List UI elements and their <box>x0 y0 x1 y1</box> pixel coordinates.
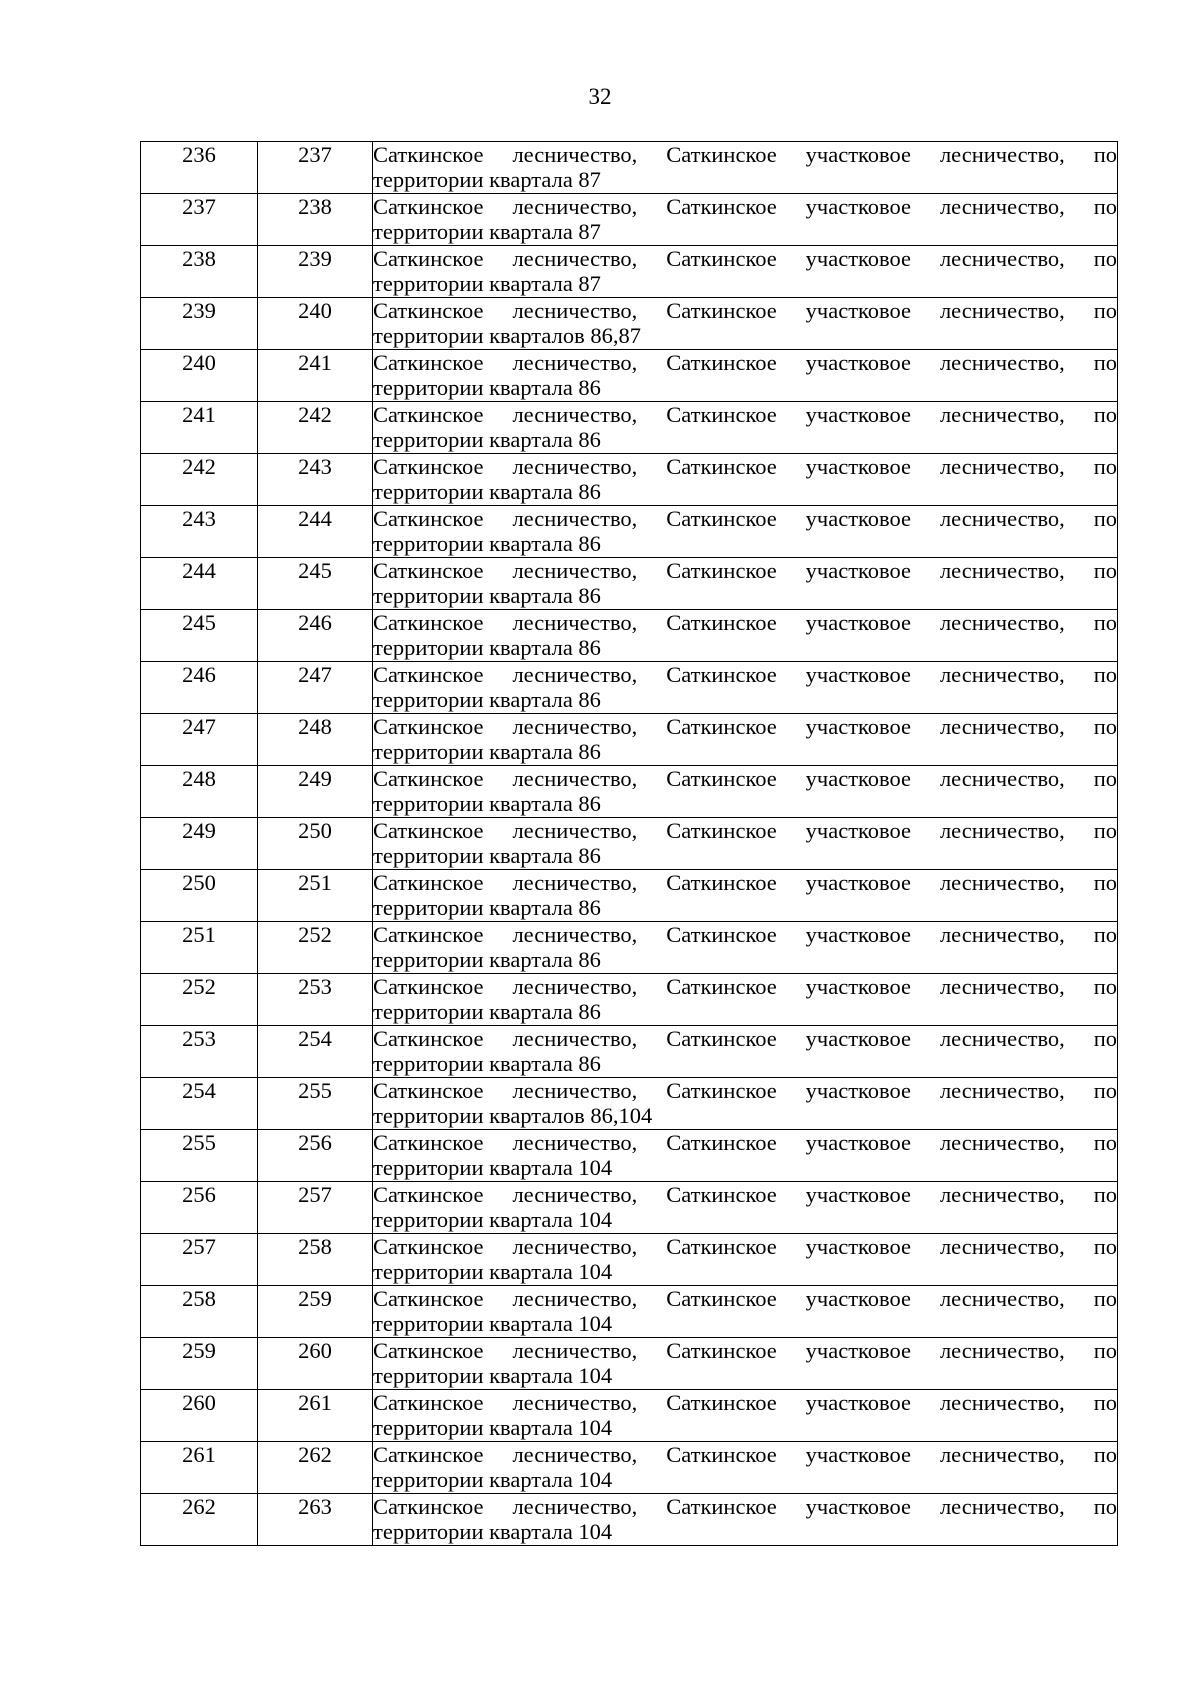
table-row <box>141 402 1118 454</box>
description-line-2: территории кварталов 86,87 <box>373 323 641 348</box>
description-line-2: территории квартала 86 <box>373 635 601 660</box>
point-to-cell: 263 <box>258 1494 373 1546</box>
point-to-cell: 260 <box>258 1338 373 1390</box>
description-line-2: территории квартала 86 <box>373 739 601 764</box>
table-row <box>141 194 1118 246</box>
description-line-2: территории квартала 86 <box>373 531 601 556</box>
table-row <box>141 1130 1118 1182</box>
description-line-1: Саткинское лесничество, Саткинское участковое лесничество, по <box>373 922 1117 947</box>
table-row <box>141 818 1118 870</box>
table-row <box>141 1286 1118 1338</box>
description-cell <box>373 298 1118 350</box>
description-cell <box>373 558 1118 610</box>
point-from-cell: 250 <box>141 870 258 922</box>
description-line-2: территории квартала 86 <box>373 947 601 972</box>
description-line-1: Саткинское лесничество, Саткинское участковое лесничество, по <box>373 142 1117 167</box>
description-line-1: Саткинское лесничество, Саткинское участковое лесничество, по <box>373 1494 1117 1519</box>
description-line-2: территории квартала 86 <box>373 843 601 868</box>
description-cell <box>373 1494 1118 1546</box>
page-number: 32 <box>588 84 612 109</box>
table-row <box>141 1078 1118 1130</box>
description-line-1: Саткинское лесничество, Саткинское участковое лесничество, по <box>373 454 1117 479</box>
description-cell <box>373 1234 1118 1286</box>
point-from-cell: 255 <box>141 1130 258 1182</box>
description-cell <box>373 142 1118 194</box>
description-cell <box>373 1286 1118 1338</box>
point-from-cell: 256 <box>141 1182 258 1234</box>
description-cell <box>373 870 1118 922</box>
description-cell <box>373 1130 1118 1182</box>
description-line-1: Саткинское лесничество, Саткинское участковое лесничество, по <box>373 246 1117 271</box>
table-row <box>141 1494 1118 1546</box>
table-row <box>141 662 1118 714</box>
description-cell <box>373 1026 1118 1078</box>
description-line-2: территории квартала 104 <box>373 1155 613 1180</box>
point-to-cell: 238 <box>258 194 373 246</box>
description-line-2: территории квартала 86 <box>373 583 601 608</box>
description-line-2: территории кварталов 86,104 <box>373 1103 653 1128</box>
description-line-1: Саткинское лесничество, Саткинское участковое лесничество, по <box>373 402 1117 427</box>
point-from-cell: 243 <box>141 506 258 558</box>
description-line-2: территории квартала 87 <box>373 271 601 296</box>
point-to-cell: 242 <box>258 402 373 454</box>
point-from-cell: 257 <box>141 1234 258 1286</box>
description-line-2: территории квартала 86 <box>373 895 601 920</box>
table-row <box>141 558 1118 610</box>
description-line-1: Саткинское лесничество, Саткинское участковое лесничество, по <box>373 1390 1117 1415</box>
description-cell <box>373 1390 1118 1442</box>
point-to-cell: 261 <box>258 1390 373 1442</box>
description-cell <box>373 662 1118 714</box>
table-row <box>141 1442 1118 1494</box>
description-line-2: территории квартала 86 <box>373 479 601 504</box>
table-row <box>141 1234 1118 1286</box>
description-line-2: территории квартала 104 <box>373 1415 613 1440</box>
table-row <box>141 142 1118 194</box>
description-line-1: Саткинское лесничество, Саткинское участковое лесничество, по <box>373 506 1117 531</box>
description-line-1: Саткинское лесничество, Саткинское участковое лесничество, по <box>373 194 1117 219</box>
description-line-1: Саткинское лесничество, Саткинское участковое лесничество, по <box>373 1442 1117 1467</box>
table-row <box>141 246 1118 298</box>
description-line-1: Саткинское лесничество, Саткинское участковое лесничество, по <box>373 662 1117 687</box>
description-cell <box>373 1338 1118 1390</box>
point-from-cell: 260 <box>141 1390 258 1442</box>
point-to-cell: 245 <box>258 558 373 610</box>
description-line-1: Саткинское лесничество, Саткинское участковое лесничество, по <box>373 1182 1117 1207</box>
description-cell <box>373 402 1118 454</box>
description-line-2: территории квартала 104 <box>373 1363 613 1388</box>
point-from-cell: 259 <box>141 1338 258 1390</box>
point-from-cell: 238 <box>141 246 258 298</box>
description-line-1: Саткинское лесничество, Саткинское участковое лесничество, по <box>373 766 1117 791</box>
point-from-cell: 239 <box>141 298 258 350</box>
description-line-1: Саткинское лесничество, Саткинское участковое лесничество, по <box>373 1338 1117 1363</box>
point-from-cell: 246 <box>141 662 258 714</box>
table-row <box>141 922 1118 974</box>
table-row <box>141 1338 1118 1390</box>
point-to-cell: 258 <box>258 1234 373 1286</box>
description-line-1: Саткинское лесничество, Саткинское участковое лесничество, по <box>373 350 1117 375</box>
point-to-cell: 252 <box>258 922 373 974</box>
table-row <box>141 298 1118 350</box>
description-line-1: Саткинское лесничество, Саткинское участковое лесничество, по <box>373 1130 1117 1155</box>
point-from-cell: 244 <box>141 558 258 610</box>
point-from-cell: 237 <box>141 194 258 246</box>
point-from-cell: 242 <box>141 454 258 506</box>
description-line-2: территории квартала 87 <box>373 167 601 192</box>
point-to-cell: 239 <box>258 246 373 298</box>
description-cell <box>373 922 1118 974</box>
description-cell <box>373 610 1118 662</box>
point-from-cell: 240 <box>141 350 258 402</box>
description-line-1: Саткинское лесничество, Саткинское участковое лесничество, по <box>373 558 1117 583</box>
description-cell <box>373 194 1118 246</box>
table-row <box>141 506 1118 558</box>
point-to-cell: 237 <box>258 142 373 194</box>
description-cell <box>373 1182 1118 1234</box>
point-to-cell: 262 <box>258 1442 373 1494</box>
description-line-1: Саткинское лесничество, Саткинское участковое лесничество, по <box>373 1026 1117 1051</box>
point-to-cell: 254 <box>258 1026 373 1078</box>
description-cell <box>373 766 1118 818</box>
description-line-1: Саткинское лесничество, Саткинское участковое лесничество, по <box>373 818 1117 843</box>
point-to-cell: 240 <box>258 298 373 350</box>
description-line-2: территории квартала 86 <box>373 687 601 712</box>
description-line-1: Саткинское лесничество, Саткинское участковое лесничество, по <box>373 974 1117 999</box>
point-to-cell: 251 <box>258 870 373 922</box>
point-to-cell: 249 <box>258 766 373 818</box>
point-from-cell: 254 <box>141 1078 258 1130</box>
point-to-cell: 253 <box>258 974 373 1026</box>
point-to-cell: 248 <box>258 714 373 766</box>
description-line-2: территории квартала 86 <box>373 999 601 1024</box>
description-line-1: Саткинское лесничество, Саткинское участковое лесничество, по <box>373 1234 1117 1259</box>
description-cell <box>373 246 1118 298</box>
point-to-cell: 243 <box>258 454 373 506</box>
point-to-cell: 247 <box>258 662 373 714</box>
description-line-2: территории квартала 87 <box>373 219 601 244</box>
description-line-1: Саткинское лесничество, Саткинское участковое лесничество, по <box>373 610 1117 635</box>
description-cell <box>373 350 1118 402</box>
description-cell <box>373 454 1118 506</box>
point-to-cell: 246 <box>258 610 373 662</box>
description-cell <box>373 506 1118 558</box>
table-row <box>141 1390 1118 1442</box>
point-from-cell: 253 <box>141 1026 258 1078</box>
point-to-cell: 244 <box>258 506 373 558</box>
point-to-cell: 256 <box>258 1130 373 1182</box>
description-line-1: Саткинское лесничество, Саткинское участковое лесничество, по <box>373 870 1117 895</box>
description-cell <box>373 974 1118 1026</box>
table-row <box>141 1182 1118 1234</box>
point-to-cell: 259 <box>258 1286 373 1338</box>
description-line-2: территории квартала 104 <box>373 1519 613 1544</box>
point-from-cell: 262 <box>141 1494 258 1546</box>
table-body <box>141 142 1118 1546</box>
point-from-cell: 261 <box>141 1442 258 1494</box>
table-row <box>141 766 1118 818</box>
point-from-cell: 249 <box>141 818 258 870</box>
table-row <box>141 974 1118 1026</box>
description-line-2: территории квартала 104 <box>373 1311 613 1336</box>
boundary-table <box>140 141 1118 1546</box>
description-line-2: территории квартала 104 <box>373 1259 613 1284</box>
table-row <box>141 714 1118 766</box>
point-from-cell: 252 <box>141 974 258 1026</box>
description-line-1: Саткинское лесничество, Саткинское участковое лесничество, по <box>373 1286 1117 1311</box>
description-line-2: территории квартала 86 <box>373 1051 601 1076</box>
description-cell <box>373 1078 1118 1130</box>
table-row <box>141 1026 1118 1078</box>
description-line-2: территории квартала 86 <box>373 375 601 400</box>
point-from-cell: 258 <box>141 1286 258 1338</box>
point-to-cell: 241 <box>258 350 373 402</box>
description-line-2: территории квартала 104 <box>373 1207 613 1232</box>
description-line-2: территории квартала 86 <box>373 427 601 452</box>
table-row <box>141 870 1118 922</box>
description-line-1: Саткинское лесничество, Саткинское участковое лесничество, по <box>373 714 1117 739</box>
description-line-1: Саткинское лесничество, Саткинское участковое лесничество, по <box>373 298 1117 323</box>
table-row <box>141 454 1118 506</box>
description-cell <box>373 818 1118 870</box>
description-line-2: территории квартала 86 <box>373 791 601 816</box>
point-to-cell: 257 <box>258 1182 373 1234</box>
point-to-cell: 250 <box>258 818 373 870</box>
table-row <box>141 350 1118 402</box>
point-from-cell: 236 <box>141 142 258 194</box>
point-from-cell: 251 <box>141 922 258 974</box>
table-row <box>141 610 1118 662</box>
point-from-cell: 247 <box>141 714 258 766</box>
description-cell <box>373 1442 1118 1494</box>
point-from-cell: 241 <box>141 402 258 454</box>
point-from-cell: 248 <box>141 766 258 818</box>
point-to-cell: 255 <box>258 1078 373 1130</box>
description-cell <box>373 714 1118 766</box>
point-from-cell: 245 <box>141 610 258 662</box>
description-line-1: Саткинское лесничество, Саткинское участковое лесничество, по <box>373 1078 1117 1103</box>
description-line-2: территории квартала 104 <box>373 1467 613 1492</box>
